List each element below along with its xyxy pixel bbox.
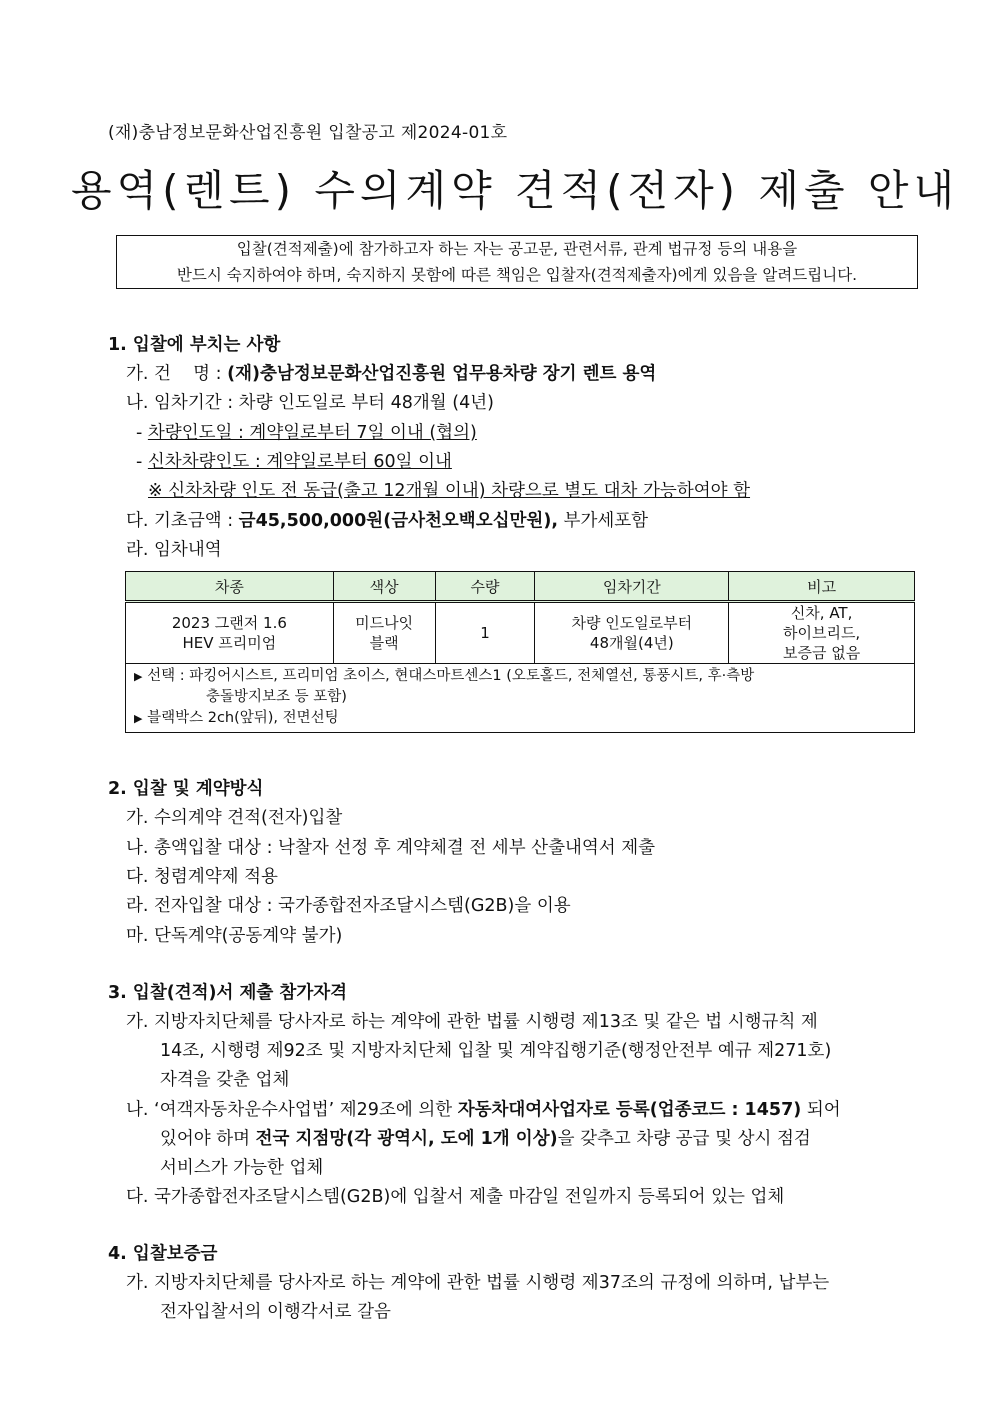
- s1-item-da-value: 금45,500,000원(금사천오백오십만원),: [238, 511, 558, 531]
- s4-ga-line-2: 전자입찰서의 이행각서로 갈음: [160, 1302, 391, 1322]
- cell-model-line-1: 2023 그랜저 1.6: [171, 614, 287, 632]
- s1-item-da-suffix: 부가세포함: [557, 511, 649, 531]
- intro-line-2: 반드시 숙지하여야 하며, 숙지하지 못함에 따른 책임은 입찰자(견적제출자)에게 있음을 알려드립니다.: [176, 266, 858, 284]
- s3-na-line-1-a: 나. ‘여객자동차운수사업법’ 제29조에 의한: [126, 1100, 458, 1120]
- s2-item-ma: 마. 단독계약(공동계약 불가): [126, 926, 343, 946]
- s3-na-line-1-b: 자동차대여사업자로 등록(업종코드 : 1457): [457, 1100, 802, 1120]
- triangle-bullet-icon: ▶: [134, 670, 143, 683]
- rental-table-header-row: [126, 572, 915, 602]
- s2-item-da: 다. 청렴계약제 적용: [126, 867, 278, 887]
- s1-item-na: 나. 임차기간 : 차량 인도일로 부터 48개월 (4년): [126, 393, 494, 413]
- cell-period-line-2: 48개월(4년): [589, 634, 674, 652]
- triangle-bullet-icon: ▶: [134, 712, 143, 725]
- s1-sub-2-text: 신차차량인도 : 계약일로부터 60일 이내: [147, 452, 452, 472]
- s3-ga-line-1: 가. 지방자치단체를 당사자로 하는 계약에 관한 법률 시행령 제13조 및 같은 법 시행규칙 제: [126, 1012, 818, 1032]
- cell-qty: 1: [435, 602, 535, 664]
- s3-ga-line-2: 14조, 시행령 제92조 및 지방자치단체 입찰 및 계약집행기준(행정안전부 예규 제271호): [160, 1041, 832, 1061]
- s3-ga-line-3: 자격을 갖춘 업체: [160, 1070, 290, 1090]
- intro-line-1: 입찰(견적제출)에 참가하고자 하는 자는 공고문, 관련서류, 관계 법규정 등의 내용을: [236, 240, 798, 258]
- section-4-heading: 4. 입찰보증금: [108, 1244, 218, 1264]
- table-row: [126, 602, 915, 664]
- s3-na-line-2-a: 있어야 하며: [160, 1129, 256, 1149]
- header-cell-qty: 수량: [435, 572, 535, 602]
- s3-na-line-2: [160, 1125, 811, 1150]
- s2-item-ra: 라. 전자입찰 대상 : 국가종합전자조달시스템(G2B)을 이용: [126, 896, 571, 916]
- options-line-2: 충돌방지보조 등 포함): [206, 689, 347, 705]
- table-options-row: [126, 664, 915, 733]
- cell-color-line-1: 미드나잇: [355, 614, 414, 632]
- cell-remarks-line-3: 보증금 없음: [782, 644, 861, 662]
- notice-number: (재)충남정보문화산업진흥원 입찰공고 제2024-01호: [108, 123, 508, 143]
- s1-item-ga-label: 가. 건 명 :: [126, 364, 228, 384]
- s1-note: ※ 신차차량 인도 전 동급(출고 12개월 이내) 차량으로 별도 대차 가능하여야 함: [148, 481, 751, 501]
- section-1-heading: 1. 입찰에 부치는 사항: [108, 335, 281, 355]
- cell-model: [126, 602, 334, 664]
- s3-na-line-1: [126, 1096, 841, 1121]
- s3-na-line-3: 서비스가 가능한 업체: [160, 1158, 324, 1178]
- section-2-heading: 2. 입찰 및 계약방식: [108, 779, 264, 799]
- s1-sub-1: - 차량인도일 : 계약일로부터 7일 이내 (협의): [136, 423, 477, 443]
- s3-da: 다. 국가종합전자조달시스템(G2B)에 입찰서 제출 마감일 전일까지 등록되어 있는 업체: [126, 1187, 785, 1207]
- cell-period: [535, 602, 729, 664]
- rental-table: [125, 571, 915, 733]
- header-cell-remarks: 비고: [729, 572, 915, 602]
- cell-options: [126, 664, 915, 733]
- s2-item-ga: 가. 수의계약 견적(전자)입찰: [126, 808, 343, 828]
- cell-color-line-2: 블랙: [369, 634, 399, 652]
- cell-period-line-1: 차량 인도일로부터: [571, 614, 693, 632]
- s2-item-na: 나. 총액입찰 대상 : 낙찰자 선정 후 계약체결 전 세부 산출내역서 제출: [126, 838, 656, 858]
- s1-item-da-label: 다. 기초금액 :: [126, 511, 239, 531]
- options-line-3-text: 블랙박스 2ch(앞뒤), 전면선팅: [147, 710, 339, 726]
- page-title: 용역(렌트) 수의계약 견적(전자) 제출 안내: [70, 166, 960, 215]
- s3-na-line-2-b: 전국 지점망(각 광역시, 도에 1개 이상): [255, 1129, 558, 1149]
- s3-na-line-2-c: 을 갖추고 차량 공급 및 상시 점검: [557, 1129, 811, 1149]
- cell-color: [333, 602, 435, 664]
- header-cell-model: 차종: [126, 572, 334, 602]
- cell-remarks: [729, 602, 915, 664]
- cell-remarks-line-1: 신차, AT,: [790, 604, 853, 622]
- header-cell-period: 임차기간: [535, 572, 729, 602]
- s1-item-ra: 라. 임차내역: [126, 540, 222, 560]
- section-3-heading: 3. 입찰(견적)서 제출 참가자격: [108, 983, 348, 1003]
- header-cell-color: 색상: [333, 572, 435, 602]
- intro-notice-box: [116, 235, 918, 289]
- options-line-1: [134, 666, 908, 687]
- options-line-3: [134, 708, 908, 729]
- s3-na-line-1-c: 되어: [801, 1100, 841, 1120]
- cell-model-line-2: HEV 프리미엄: [182, 634, 277, 652]
- cell-remarks-line-2: 하이브리드,: [782, 624, 861, 642]
- s1-item-ga-value: (재)충남정보문화산업진흥원 업무용차량 장기 렌트 용역: [227, 364, 657, 384]
- s1-sub-1-text: 차량인도일 : 계약일로부터 7일 이내 (협의): [147, 423, 477, 443]
- s1-item-ga: [126, 360, 656, 385]
- s1-sub-2: - 신차차량인도 : 계약일로부터 60일 이내: [136, 452, 452, 472]
- s1-item-da: [126, 507, 648, 532]
- s4-ga-line-1: 가. 지방자치단체를 당사자로 하는 계약에 관한 법률 시행령 제37조의 규정에 의하며, 납부는: [126, 1273, 830, 1293]
- options-line-1-text: 선택 : 파킹어시스트, 프리미엄 초이스, 현대스마트센스1 (오토홀드, 전체열선, 통풍시트, 후·측방: [147, 668, 755, 684]
